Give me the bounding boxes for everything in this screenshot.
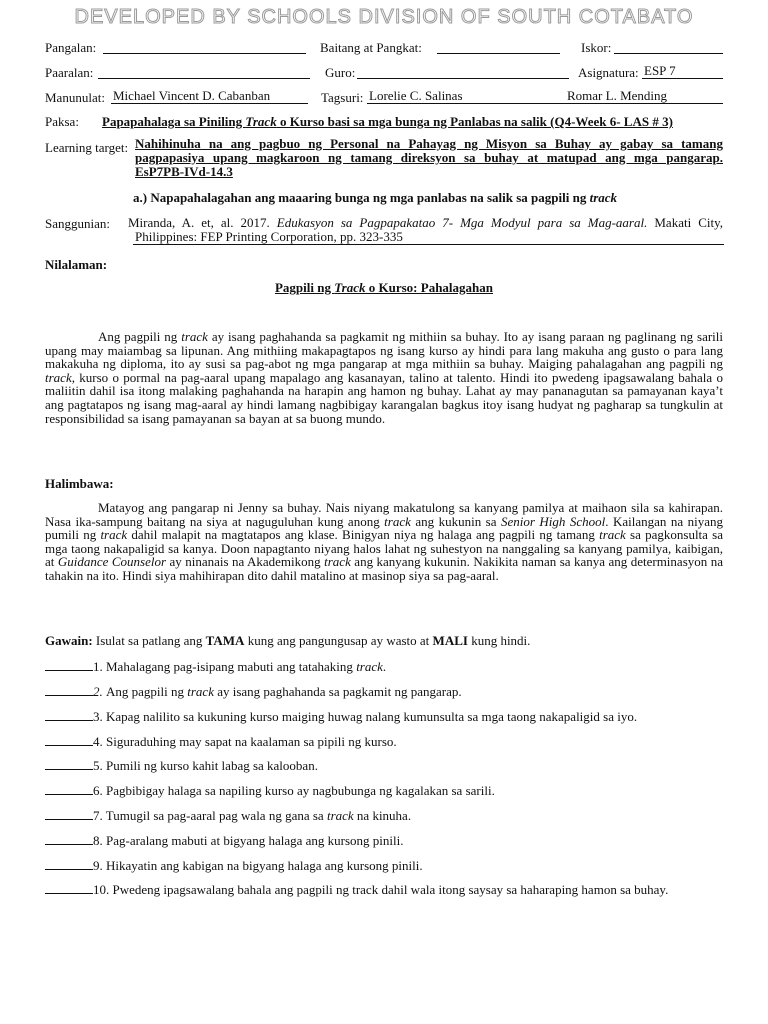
sanggunian-publisher: Philippines: FEP Printing Corporation, pp. 323-335 bbox=[135, 229, 403, 244]
gawain-instructions: Gawain: Isulat sa patlang ang TAMA kung ang pangungusap ay wasto at MALI kung hindi. bbox=[45, 633, 531, 648]
sanggunian-text: Miranda, A. et, al. 2017. Edukasyon sa Pagpapakatao 7- Mga Modyul para sa Mag-aaral. Makati City, bbox=[128, 215, 724, 230]
iskor-label: Iskor: bbox=[581, 40, 612, 55]
baitang-field[interactable] bbox=[437, 40, 560, 54]
halimbawa-heading: Halimbawa: bbox=[45, 476, 114, 491]
answer-blank[interactable] bbox=[45, 832, 93, 845]
tagsuri-value-2: Romar L. Mending bbox=[567, 88, 668, 103]
divider bbox=[133, 244, 724, 245]
paksa-text: Papapahalaga sa Piniling Track o Kurso basi sa mga bunga ng Panlabas na salik (Q4-Week 6- LAS # 3) bbox=[102, 114, 673, 129]
manunulat-field[interactable] bbox=[111, 90, 308, 104]
gawain-item: 5. Pumili ng kurso kahit labag sa kalooban. bbox=[45, 757, 318, 774]
paaralan-field[interactable] bbox=[98, 65, 310, 79]
paaralan-label: Paaralan: bbox=[45, 65, 94, 80]
paragraph-nilalaman: Ang pagpili ng track ay isang paghahanda sa pagkamit ng mithiin sa buhay. Ito ay isang paraan ng paglinang ng sarili upang may maiambag sa lipunan. Ang mithiing makapagtapos ng isang kurso ay hindi para lang makuha ang gusto o para lang makakuha ng diploma, ito ay susi sa pag-abot ng mga pangarap at mga mithiin sa buhay. Maiging pahalagahan ang pagpili ng track, kurso o pormal na pag-aaral upang mapalago ang kasanayan, talino at talento. Hindi ito pwedeng ipagsawalang bahala o maliitin dahil isa itong malaking paghahanda na harapin ang hamon ng buhay. Lahat ay may pananagutan sa pamayanan kaya’t ang pagtatapos ng isang mag-aaral ay hindi lamang nagbibigay karangalan bagkus itoy isang hudyat ng pagharap sa tungkulin at responsibilidad sa isang pamayanan sa bayan at sa buong mundo. bbox=[45, 329, 724, 426]
answer-blank[interactable] bbox=[45, 857, 93, 870]
manunulat-label: Manunulat: bbox=[45, 90, 105, 105]
answer-blank[interactable] bbox=[45, 807, 93, 820]
gawain-item: 3. Kapag nalilito sa kukuning kurso maiging huwag nalang kumunsulta sa mga taong nakapaligid sa iyo. bbox=[45, 708, 637, 725]
section-title: Pagpili ng Track o Kurso: Pahalagahan bbox=[274, 280, 494, 295]
answer-blank[interactable] bbox=[45, 733, 93, 746]
tagsuri-value: Lorelie C. Salinas bbox=[369, 88, 463, 103]
answer-blank[interactable] bbox=[45, 683, 93, 696]
tagsuri-field[interactable] bbox=[367, 90, 723, 104]
gawain-item: 7. Tumugil sa pag-aaral pag wala ng gana sa track na kinuha. bbox=[45, 807, 411, 824]
pangalan-field[interactable] bbox=[103, 40, 306, 54]
baitang-label: Baitang at Pangkat: bbox=[320, 40, 422, 55]
gawain-item: 9. Hikayatin ang kabigan na bigyang halaga ang kursong pinili. bbox=[45, 857, 423, 874]
learning-target-text: Nahihinuha na ang pagbuo ng Personal na Pahayag ng Misyon sa Buhay ay gabay sa tamang pagpapasiya upang magkaroon ng tamang direksyon sa buhay at matupad ang mga pangarap. EsP7PB-IVd-14.3 bbox=[135, 136, 723, 179]
answer-blank[interactable] bbox=[45, 881, 93, 894]
gawain-item: 6. Pagbibigay halaga sa napiling kurso ay nagbubunga ng kagalakan sa sarili. bbox=[45, 782, 495, 799]
guro-label: Guro: bbox=[325, 65, 356, 80]
answer-blank[interactable] bbox=[45, 658, 93, 671]
learning-target-label: Learning target: bbox=[45, 140, 129, 155]
objective-text: a.) Napapahalagahan ang maaaring bunga ng mga panlabas na salik sa pagpili ng track bbox=[133, 190, 618, 205]
paragraph-halimbawa: Matayog ang pangarap ni Jenny sa buhay. Nais niyang makatulong sa kanyang pamilya at maihaon sila sa kahirapan. Nasa ika-sampung baitang na siya at naguguluhan kung anong track ang kukunin sa Senior High School. Kailangan na niyang pumili ng track dahil malapit na magtatapos ang klase. Binigyan niya ng halaga ang pagpili ng tamang track sa pagkonsulta sa mga taong nakapaligid sa kanya. Doon napagtanto niyang halos lahat ng suhestyon na nanggaling sa kanyang pamilya, kaibigan, at Guidance Counselor ay ninanais na Akademikong track ang kanyang kukunin. Nakikita naman sa kanya ang determinasyon na tahakin na ito. Hindi siya mahihirapan dito dahil matalino at masinop siya sa pag-aaral. bbox=[45, 500, 724, 583]
watermark: DEVELOPED BY SCHOOLS DIVISION OF SOUTH COTABATO bbox=[74, 6, 694, 28]
asignatura-value: ESP 7 bbox=[644, 63, 676, 78]
nilalaman-heading: Nilalaman: bbox=[45, 257, 108, 272]
gawain-item: 2. Ang pagpili ng track ay isang paghahanda sa pagkamit ng pangarap. bbox=[45, 683, 462, 700]
guro-field[interactable] bbox=[357, 65, 569, 79]
sanggunian-label: Sanggunian: bbox=[45, 216, 110, 231]
gawain-item: 8. Pag-aralang mabuti at bigyang halaga ang kursong pinili. bbox=[45, 832, 403, 849]
answer-blank[interactable] bbox=[45, 782, 93, 795]
answer-blank[interactable] bbox=[45, 708, 93, 721]
gawain-item: 1. Mahalagang pag-isipang mabuti ang tatahaking track. bbox=[45, 658, 386, 675]
gawain-item: 4. Siguraduhing may sapat na kaalaman sa pipili ng kurso. bbox=[45, 733, 397, 750]
asignatura-field[interactable] bbox=[642, 65, 723, 79]
paksa-label: Paksa: bbox=[45, 114, 79, 129]
pangalan-label: Pangalan: bbox=[45, 40, 97, 55]
gawain-item: 10. Pwedeng ipagsawalang bahala ang pagpili ng track dahil wala itong saysay sa haharaping hamon sa buhay. bbox=[45, 881, 668, 898]
answer-blank[interactable] bbox=[45, 757, 93, 770]
manunulat-value: Michael Vincent D. Cabanban bbox=[113, 88, 271, 103]
asignatura-label: Asignatura: bbox=[578, 65, 639, 80]
tagsuri-label: Tagsuri: bbox=[321, 90, 364, 105]
iskor-field[interactable] bbox=[614, 40, 723, 54]
